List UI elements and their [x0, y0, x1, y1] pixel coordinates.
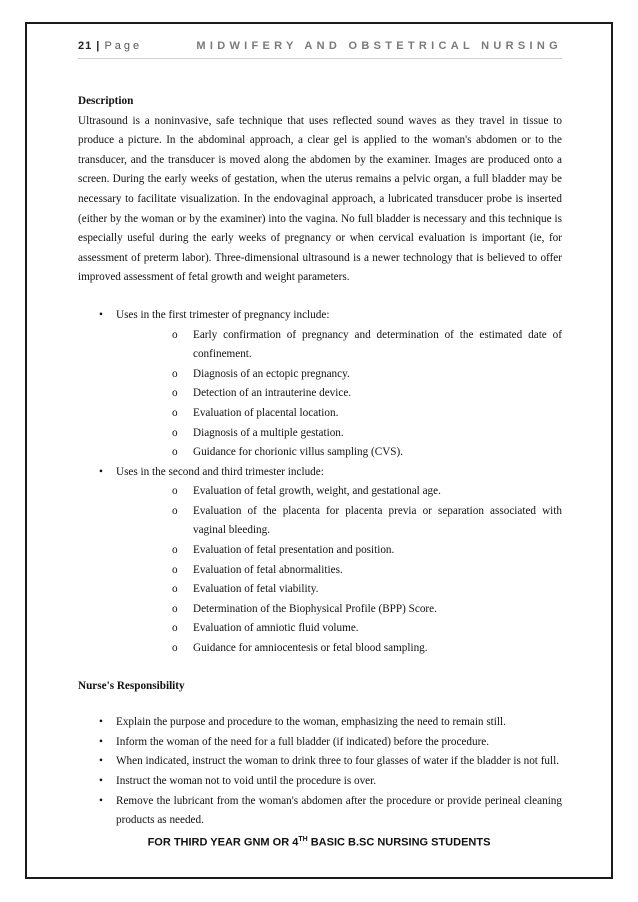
sub-bullet-marker: o: [172, 485, 178, 498]
sub-bullet-marker: o: [172, 602, 178, 615]
second-third-trimester-sublist: [116, 482, 562, 658]
sub-bullet-marker: o: [172, 387, 178, 400]
uses-first-trimester-label: Uses in the first trimester of pregnancy include:: [116, 308, 330, 321]
sub-bullet-marker: o: [172, 583, 178, 596]
list-item-text: Diagnosis of a multiple gestation.: [193, 426, 344, 439]
sub-bullet-marker: o: [172, 328, 178, 341]
list-item: [116, 600, 562, 620]
list-item: [116, 424, 562, 444]
first-trimester-sublist: [116, 326, 562, 463]
list-item-text: Determination of the Biophysical Profile (BPP) Score.: [193, 602, 437, 615]
list-item: [116, 384, 562, 404]
bullet-marker: •: [99, 775, 103, 787]
bullet-marker: •: [99, 465, 103, 478]
list-item-text: Early confirmation of pregnancy and determination of the estimated date of confinement.: [193, 328, 562, 361]
page-footer: [25, 836, 613, 849]
list-item: [116, 619, 562, 639]
list-item: [116, 561, 562, 581]
list-item-text: Remove the lubricant from the woman's abdomen after the procedure or provide perineal cleaning products as needed.: [116, 794, 562, 827]
bullet-marker: •: [99, 716, 103, 729]
list-item: [116, 404, 562, 424]
list-item-text: Guidance for amniocentesis or fetal blood sampling.: [193, 642, 428, 655]
list-item: [78, 713, 562, 733]
list-item: [116, 502, 562, 541]
list-item-text: Instruct the woman not to void until the procedure is over.: [116, 775, 377, 787]
uses-first-trimester: [78, 306, 562, 463]
bullet-marker: •: [99, 755, 103, 768]
list-item: [116, 482, 562, 502]
list-item-text: Evaluation of fetal viability.: [193, 583, 319, 596]
list-item: [116, 443, 562, 463]
list-item-text: Evaluation of fetal abnormalities.: [193, 563, 343, 576]
document-title: MIDWIFERY AND OBSTETRICAL NURSING: [196, 40, 562, 52]
list-item: [78, 733, 562, 753]
list-item: [116, 639, 562, 659]
sub-bullet-marker: o: [172, 622, 178, 635]
footer-superscript: TH: [298, 836, 308, 843]
list-item: [78, 752, 562, 772]
sub-bullet-marker: o: [172, 563, 178, 576]
list-item: [116, 326, 562, 365]
description-heading: Description: [78, 95, 134, 107]
list-item: [116, 541, 562, 561]
sub-bullet-marker: o: [172, 367, 178, 380]
list-item: [78, 772, 562, 792]
list-item: [116, 365, 562, 385]
list-item: [116, 580, 562, 600]
footer-text-end: BASIC B.SC NURSING STUDENTS: [307, 836, 491, 849]
sub-bullet-marker: o: [172, 544, 178, 557]
page-number-label: [78, 40, 142, 52]
list-item-text: When indicated, instruct the woman to drink three to four glasses of water if the bladder is not full.: [116, 755, 560, 768]
list-item-text: Evaluation of amniotic fluid volume.: [193, 622, 359, 635]
uses-list: [78, 306, 562, 659]
page-content: [78, 92, 562, 831]
list-item-text: Explain the purpose and procedure to the woman, emphasizing the need to remain still.: [116, 716, 506, 729]
list-item-text: Evaluation of the placenta for placenta previa or separation associated with vaginal bleeding.: [193, 504, 562, 537]
bullet-marker: •: [99, 735, 103, 748]
bullet-marker: •: [99, 794, 103, 807]
sub-bullet-marker: o: [172, 504, 178, 517]
sub-bullet-marker: o: [172, 406, 178, 419]
page-header: [78, 40, 562, 59]
page-number: 21: [78, 40, 93, 52]
list-item-text: Guidance for chorionic villus sampling (CVS).: [193, 446, 404, 459]
page-separator: |: [92, 40, 105, 52]
nurse-responsibility-list: [78, 713, 562, 831]
uses-second-third-trimester-label: Uses in the second and third trimester include:: [116, 465, 324, 478]
nurse-responsibility-heading: Nurse's Responsibility: [78, 679, 185, 692]
list-item-text: Diagnosis of an ectopic pregnancy.: [193, 367, 350, 380]
uses-second-third-trimester: [78, 463, 562, 659]
sub-bullet-marker: o: [172, 446, 178, 459]
footer-text-start: FOR THIRD YEAR GNM OR 4: [147, 836, 299, 849]
list-item-text: Inform the woman of the need for a full bladder (if indicated) before the procedure.: [116, 735, 490, 748]
sub-bullet-marker: o: [172, 642, 178, 655]
list-item: [78, 792, 562, 831]
list-item-text: Evaluation of placental location.: [193, 406, 339, 419]
page-word: Page: [104, 40, 143, 52]
description-paragraph: Ultrasound is a noninvasive, safe technique that uses reflected sound waves as they travel in tissue to produce a picture. In the abdominal approach, a clear gel is applied to the woman's abdomen or to the transducer, and the transducer is moved along the abdomen by the examiner. Images are produced onto a screen. During the early weeks of gestation, when the uterus remains a pelvic organ, a full bladder may be necessary to facilitate visualization. In the endovaginal approach, a lubricated transducer probe is inserted (either by the woman or by the examiner) into the vagina. No full bladder is necessary and this technique is especially useful during the early weeks of pregnancy or when cervical evaluation is important (ie, for assessment of preterm labor). Three-dimensional ultrasound is a newer technology that is believed to offer improved assessment of fetal growth and weight parameters.: [78, 114, 562, 284]
list-item-text: Detection of an intrauterine device.: [193, 387, 352, 400]
list-item-text: Evaluation of fetal growth, weight, and gestational age.: [193, 485, 441, 498]
bullet-marker: •: [99, 308, 103, 321]
list-item-text: Evaluation of fetal presentation and position.: [193, 544, 395, 557]
sub-bullet-marker: o: [172, 426, 178, 439]
